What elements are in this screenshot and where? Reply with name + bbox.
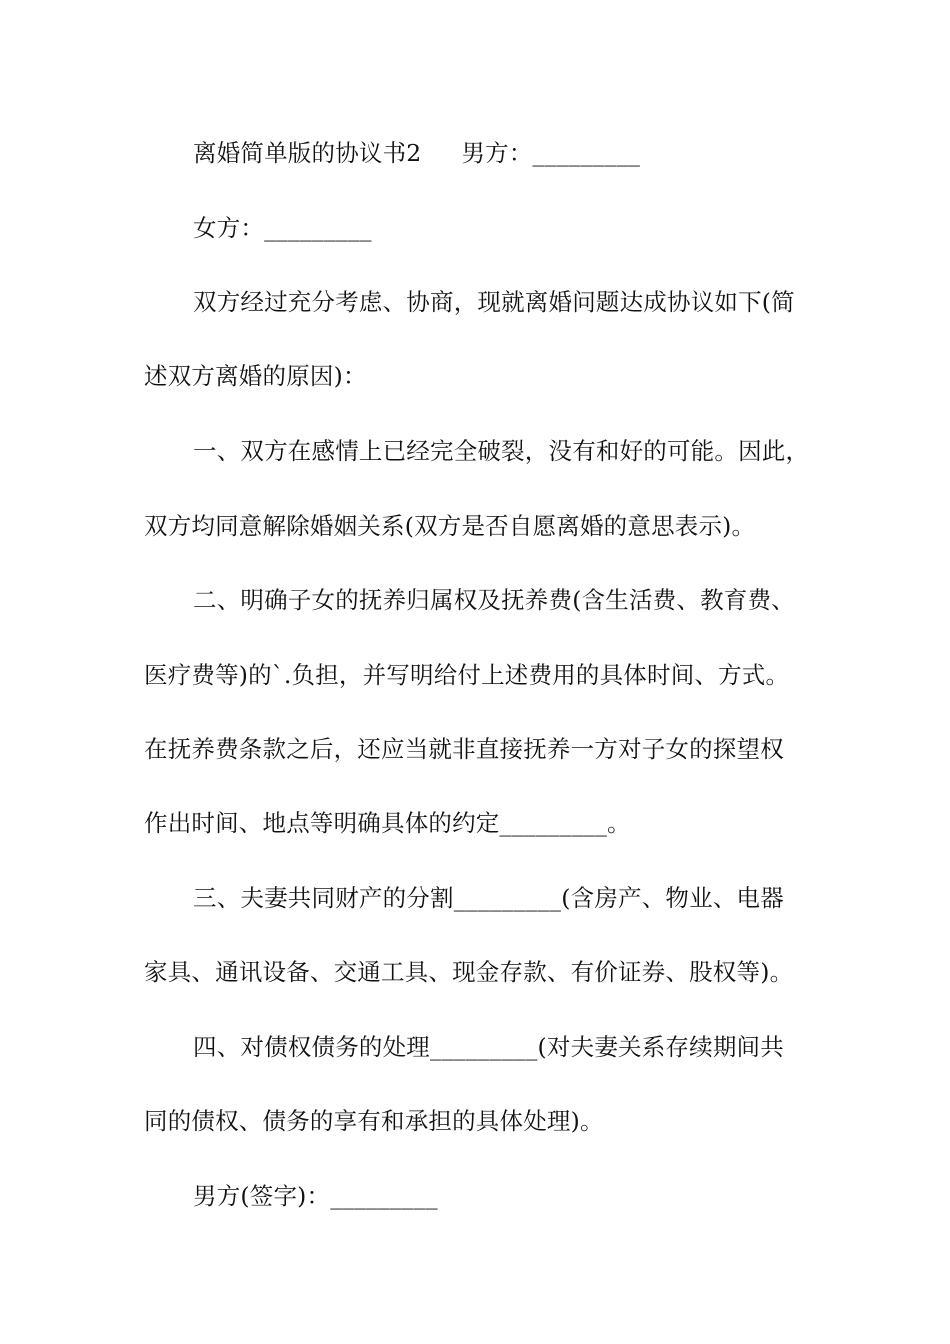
- clause-4-line-1: 四、对债权债务的处理_________(对夫妻关系存续期间共: [193, 1033, 784, 1061]
- husband-signature-field: 男方(签字)：_________: [193, 1182, 438, 1210]
- clause-1-line-2: 双方均同意解除婚姻关系(双方是否自愿离婚的意思表示)。: [144, 512, 756, 540]
- clause-2-line-2: 医疗费等)的`.负担，并写明给付上述费用的具体时间、方式。: [144, 661, 790, 689]
- clause-2-line-3: 在抚养费条款之后，还应当就非直接抚养一方对子女的探望权: [144, 735, 784, 763]
- wife-field: 女方：_________: [193, 214, 372, 242]
- preamble-line-2: 述双方离婚的原因)：: [144, 362, 367, 390]
- clause-1-line-1: 一、双方在感情上已经完全破裂，没有和好的可能。因此，: [193, 437, 810, 465]
- preamble-line-1: 双方经过充分考虑、协商，现就离婚问题达成协议如下(简: [193, 288, 795, 316]
- husband-field: 男方：_________: [461, 139, 641, 167]
- clause-3-line-2: 家具、通讯设备、交通工具、现金存款、有价证券、股权等)。: [144, 958, 794, 986]
- document-title: 离婚简单版的协议书2: [193, 139, 422, 167]
- clause-4-line-2: 同的债权、债务的享有和承担的具体处理)。: [144, 1107, 604, 1135]
- title-line: [193, 138, 873, 168]
- clause-2-line-4: 作出时间、地点等明确具体的约定_________。: [144, 809, 631, 837]
- clause-3-line-1: 三、夫妻共同财产的分割_________(含房产、物业、电器: [193, 884, 784, 912]
- clause-2-line-1: 二、明确子女的抚养归属权及抚养费(含生活费、教育费、: [193, 586, 795, 614]
